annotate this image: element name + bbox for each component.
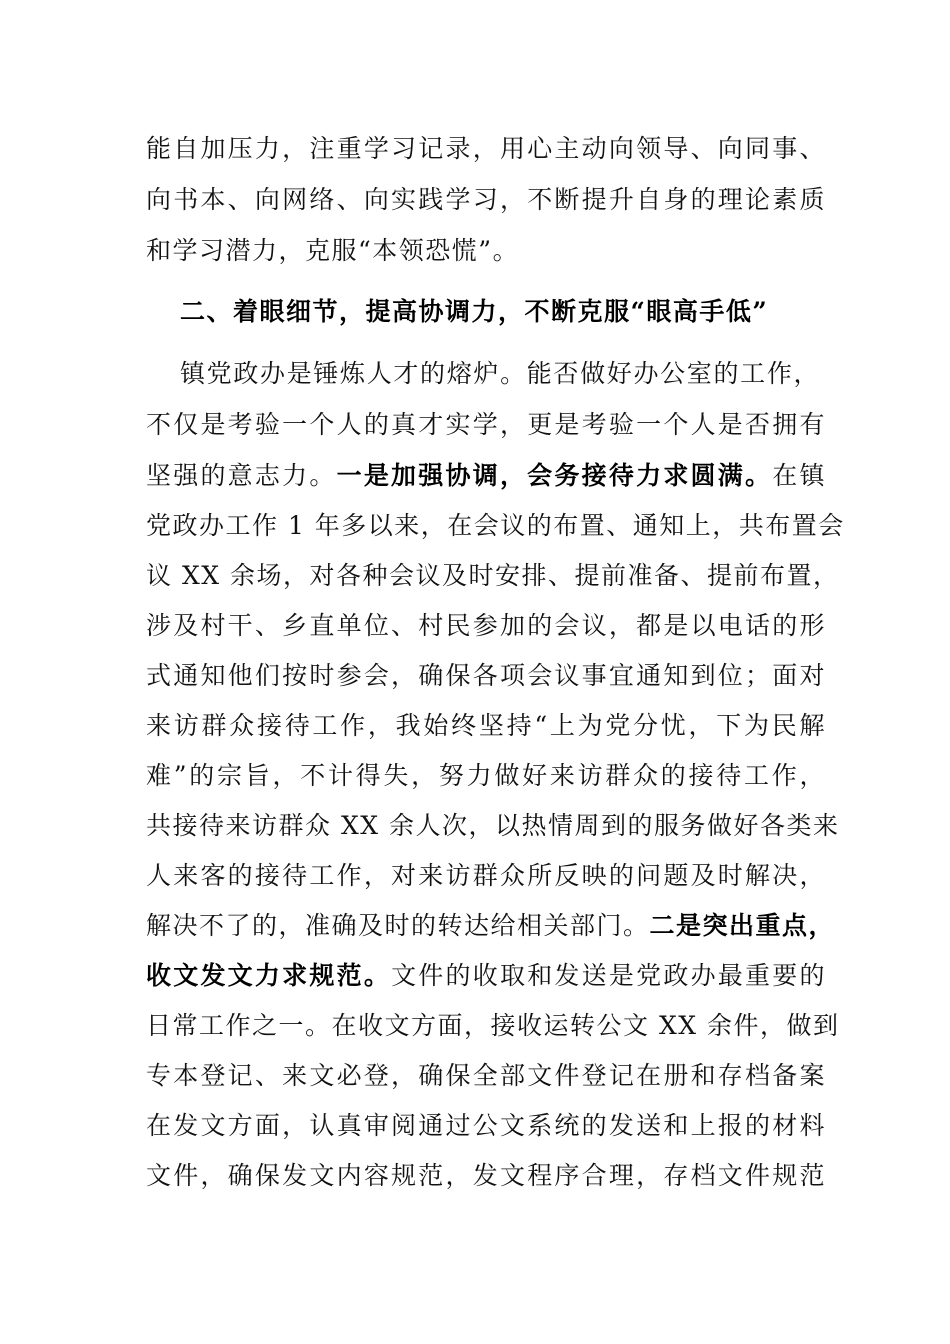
body-line-11: [146, 654, 826, 698]
body-line-14: [146, 804, 840, 848]
body-line-13: [146, 754, 826, 798]
text-segment: 解决不了的，准确及时的转达给相关部门。: [146, 911, 650, 940]
body-line-1: [146, 127, 826, 171]
text-segment: 文件的收取和发送是党政办最重要的: [391, 961, 826, 990]
body-line-9: [146, 554, 840, 598]
body-line-16: [146, 904, 836, 948]
text-segment: 难”的宗旨，不计得失，努力做好来访群众的接待工作，: [146, 761, 826, 790]
text-segment: 式通知他们按时参会，确保各项会议事宜通知到位；面对: [146, 661, 826, 690]
body-line-17: [146, 954, 826, 998]
text-segment: 共接待来访群众 XX 余人次，以热情周到的服务做好各类来: [146, 811, 840, 840]
text-segment: 来访群众接待工作，我始终坚持“上为党分忧，下为民解: [146, 711, 826, 740]
body-line-8: [146, 504, 845, 548]
text-segment: 日常工作之一。在收文方面，接收运转公文 XX 余件，做到: [146, 1011, 840, 1040]
body-line-5: [180, 352, 820, 396]
text-segment: 专本登记、来文必登，确保全部文件登记在册和存档备案: [146, 1061, 826, 1090]
body-line-18: [146, 1004, 840, 1048]
text-segment: 镇党政办是锤炼人才的熔炉。能否做好办公室的工作，: [180, 359, 820, 388]
text-segment: 和学习潜力，克服“本领恐慌”。: [146, 236, 520, 265]
text-segment: 向书本、向网络、向实践学习，不断提升自身的理论素质: [146, 185, 826, 214]
body-line-6: [146, 403, 826, 447]
text-segment: 人来客的接待工作，对来访群众所反映的问题及时解决，: [146, 861, 826, 890]
body-line-21: [146, 1154, 826, 1198]
body-line-20: [146, 1104, 826, 1148]
bold-text-segment: 一是加强协调，会务接待力求圆满。: [336, 461, 773, 490]
text-segment: 在发文方面，认真审阅通过公文系统的发送和上报的材料: [146, 1111, 826, 1140]
text-segment: 能自加压力，注重学习记录，用心主动向领导、向同事、: [146, 134, 826, 163]
text-segment: 不仅是考验一个人的真才实学，更是考验一个人是否拥有: [146, 410, 826, 439]
text-segment: 坚强的意志力。: [146, 461, 337, 490]
bold-text-segment: 收文发文力求规范。: [146, 961, 392, 990]
body-line-3: [146, 229, 826, 273]
body-line-15: [146, 854, 826, 898]
text-segment: 党政办工作 1 年多以来，在会议的布置、通知上，共布置会: [146, 511, 845, 540]
bold-text-segment: 二是突出重点，: [649, 911, 836, 940]
text-segment: 在镇: [772, 461, 826, 490]
body-line-7: [146, 454, 826, 498]
text-segment: 议 XX 余场，对各种会议及时安排、提前准备、提前布置，: [146, 561, 840, 590]
body-line-10: [146, 604, 826, 648]
heading-text: 二、着眼细节，提高协调力，不断克服“眼高手低”: [180, 297, 769, 326]
body-line-2: [146, 178, 826, 222]
body-line-19: [146, 1054, 826, 1098]
body-line-12: [146, 704, 826, 748]
text-segment: 涉及村干、乡直单位、村民参加的会议，都是以电话的形: [146, 611, 826, 640]
text-segment: 文件，确保发文内容规范，发文程序合理，存档文件规范: [146, 1161, 826, 1190]
section-heading: [180, 290, 820, 334]
